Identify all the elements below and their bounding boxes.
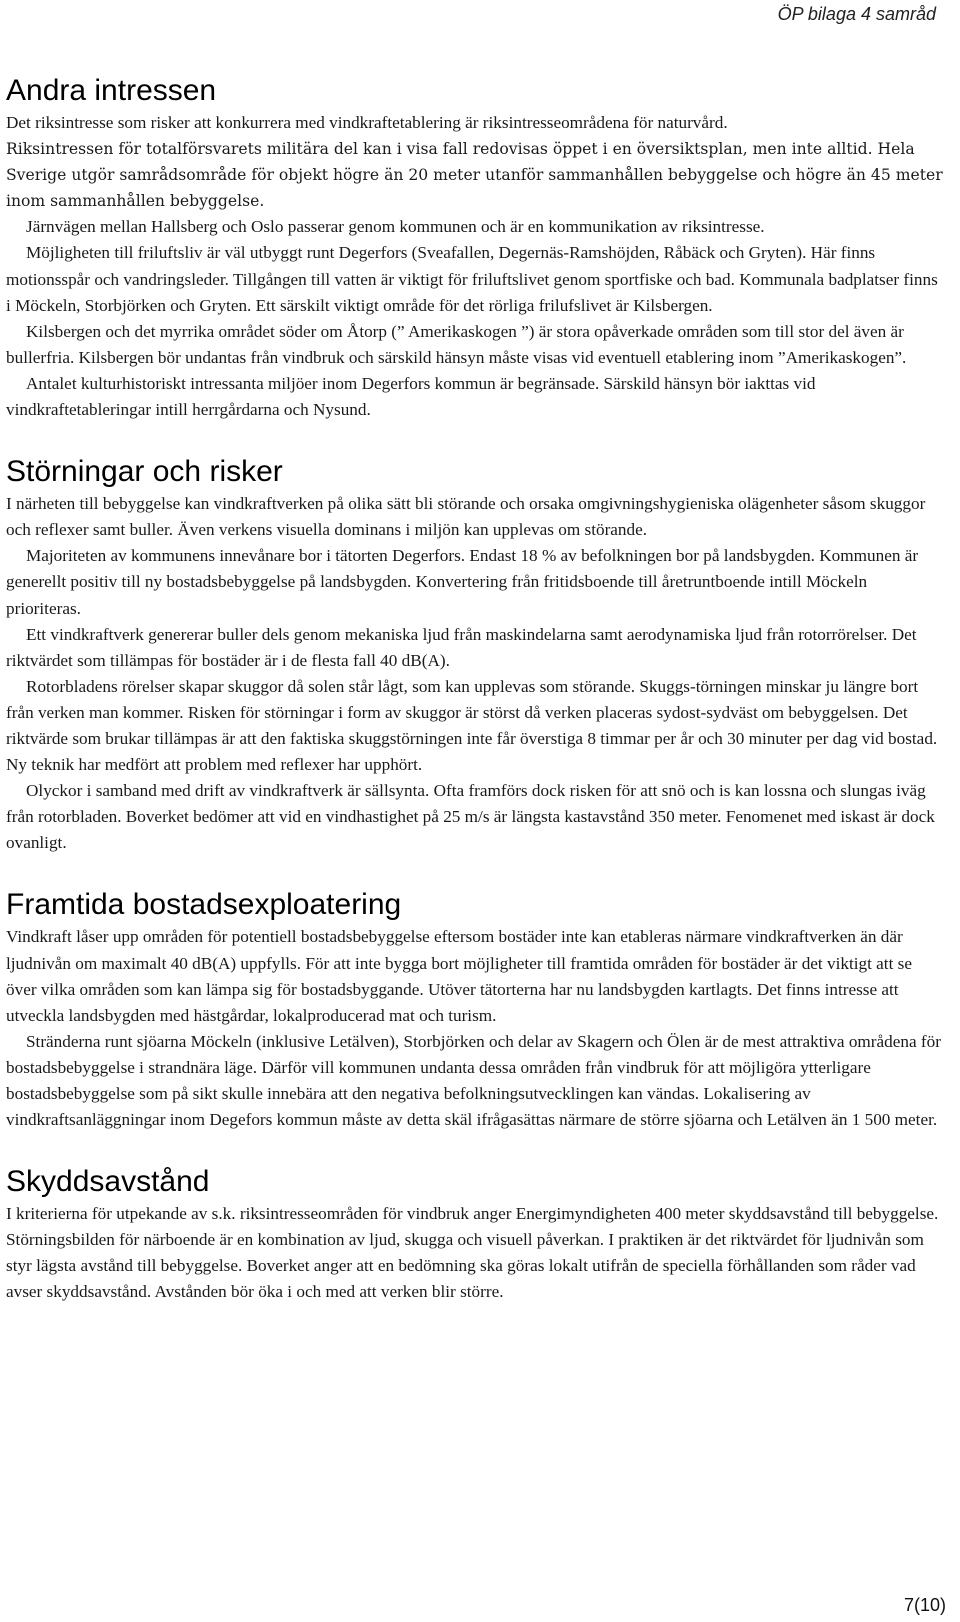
section-heading: Framtida bostadsexploatering	[6, 888, 402, 922]
page-number: 7(10)	[903, 1595, 946, 1615]
paragraph: Vindkraft låser upp områden för potentiell bostadsbebyggelse eftersom bostäder inte kan etableras närmare vindkraftverken än där ljudnivån om maximalt 40 dB(A) uppfylls. För att inte bygga bort möjligheter till framtida områden för bostäder är det viktigt att se över vilka områden som kan lämpa sig för bostadsbyggande. Utöver tätorterna har nu landsbygden kartlagts. Det finns intresse att utveckla landsbygden med hästgårdar, lokalproducerad mat och turism.	[6, 927, 912, 1025]
paragraph: Riksintressen för totalförsvarets militära del kan i visa fall redovisas öppet i en översiktsplan, men inte alltid. Hela Sverige utgör samrådsområde för objekt högre än 20 meter utanför sammanhållen bebyggelse och högre än 45 meter inom sammanhållen bebyggelse.	[6, 140, 943, 211]
section-framtida-bostadsexploatering	[6, 886, 944, 1133]
paragraph: Olyckor i samband med drift av vindkraftverk är sällsynta. Ofta framförs dock risken för att snö och is kan lossna och slungas iväg från rotorbladen. Boverket bedömer att vid en vindhastighet på 25 m/s är längsta kastavstånd 350 meter. Fenomenet med iskast är dock ovanligt.	[6, 781, 935, 853]
paragraph: Antalet kulturhistoriskt intressanta miljöer inom Degerfors kommun är begränsade. Särskild hänsyn bör iakttas vid vindkraftetableringar intill herrgårdarna och Nysund.	[6, 373, 816, 420]
section-storningar-och-risker	[6, 453, 944, 856]
paragraph: Rotorbladens rörelser skapar skuggor då solen står lågt, som kan upplevas som störande. Skuggs-törningen minskar ju längre bort från verken man kommer. Risken för störningar i form av skuggor är störst då verken placeras sydost-sydväst om bebyggelsen. Det riktvärde som brukar tillämpas är att den faktiska skuggstörningen inte får överstiga 8 timmar per år och 30 minuter per dag vid bostad.	[6, 676, 938, 748]
section-heading: Skyddsavstånd	[6, 1165, 210, 1199]
section-heading: Andra intressen	[6, 74, 217, 107]
document-header: ÖP bilaga 4 samråd	[777, 4, 936, 24]
paragraph: Majoriteten av kommunens innevånare bor i tätorten Degerfors. Endast 18 % av befolkningen bor på landsbygden. Kommunen är generellt positiv till ny bostadsbebyggelse på landsbygden. Konvertering från fritidsboende till åretruntboende intill Möckeln prioriteras.	[6, 546, 919, 618]
document-body	[6, 72, 944, 1336]
paragraph: Stränderna runt sjöarna Möckeln (inklusive Letälven), Storbjörken och delar av Skagern och Ölen är de mest attraktiva områdena för bostadsbebyggelse i strandnära läge. Därför vill kommunen undanta dessa områden från vindbruk för att möjligöra ytterligare bostadsbebyggelse som på sikt skulle innebära att den negativa befolkningsutvecklingen kan vändas. Lokalisering av vindkraftsanläggningar inom Degefors kommun måste av detta skäl ifrågasättas närmare de större sjöarna och Letälven än 1 500 meter.	[6, 1031, 941, 1130]
paragraph: Ett vindkraftverk genererar buller dels genom mekaniska ljud från maskindelarna samt aerodynamiska ljud från rotorrörelser. Det riktvärdet som tillämpas för bostäder är i de flesta fall 40 dB(A).	[6, 624, 917, 670]
section-skyddsavstand	[6, 1163, 944, 1305]
paragraph: Det riksintresse som risker att konkurrera med vindkraftetablering är riksintresseområdena för naturvård.	[6, 113, 728, 132]
paragraph: Kilsbergen och det myrrika området söder om Åtorp (” Amerikaskogen ”) är stora opåverkade områden som till stor del även är bullerfria. Kilsbergen bör undantas från vindbruk och särskild hänsyn måste visas vid eventuell etablering inom ”Amerikaskogen”.	[6, 321, 907, 367]
paragraph: I kriterierna för utpekande av s.k. riksintresseområden för vindbruk anger Energimyndigheten 400 meter skyddsavstånd till bebyggelse. Störningsbilden för närboende är en kombination av ljud, skugga och visuell påverkan. I praktiken är det riktvärdet för ljudnivån som styr lägsta avstånd till bebyggelse. Boverket anger att en bedömning ska göras lokalt utifrån de speciella förhållanden som råder vad avser skyddsavstånd. Avstånden bör öka i och med att verken blir större.	[6, 1204, 939, 1302]
paragraph: Ny teknik har medfört att problem med reflexer har upphört.	[6, 755, 423, 775]
section-andra-intressen	[6, 72, 944, 423]
section-heading: Störningar och risker	[6, 455, 283, 489]
paragraph: Möjligheten till friluftsliv är väl utbyggt runt Degerfors (Sveafallen, Degernäs-Ramshöjden, Råbäck och Gryten). Här finns motionsspår och vandringsleder. Tillgången till vatten är viktigt för friluftslivet genom sportfiske och bad. Kommunala badplatser finns i Möckeln, Storbjörken och Gryten. Ett särskilt viktigt område för det rörliga frilufslivet är Kilsbergen.	[6, 243, 938, 315]
paragraph: Järnvägen mellan Hallsberg och Oslo passerar genom kommunen och är en kommunikation av riksintresse.	[26, 217, 765, 237]
paragraph: I närheten till bebyggelse kan vindkraftverken på olika sätt bli störande och orsaka omgivningshygieniska olägenheter såsom skuggor och reflexer samt buller. Även verkens visuella dominans i miljön kan upplevas om störande.	[6, 494, 926, 540]
